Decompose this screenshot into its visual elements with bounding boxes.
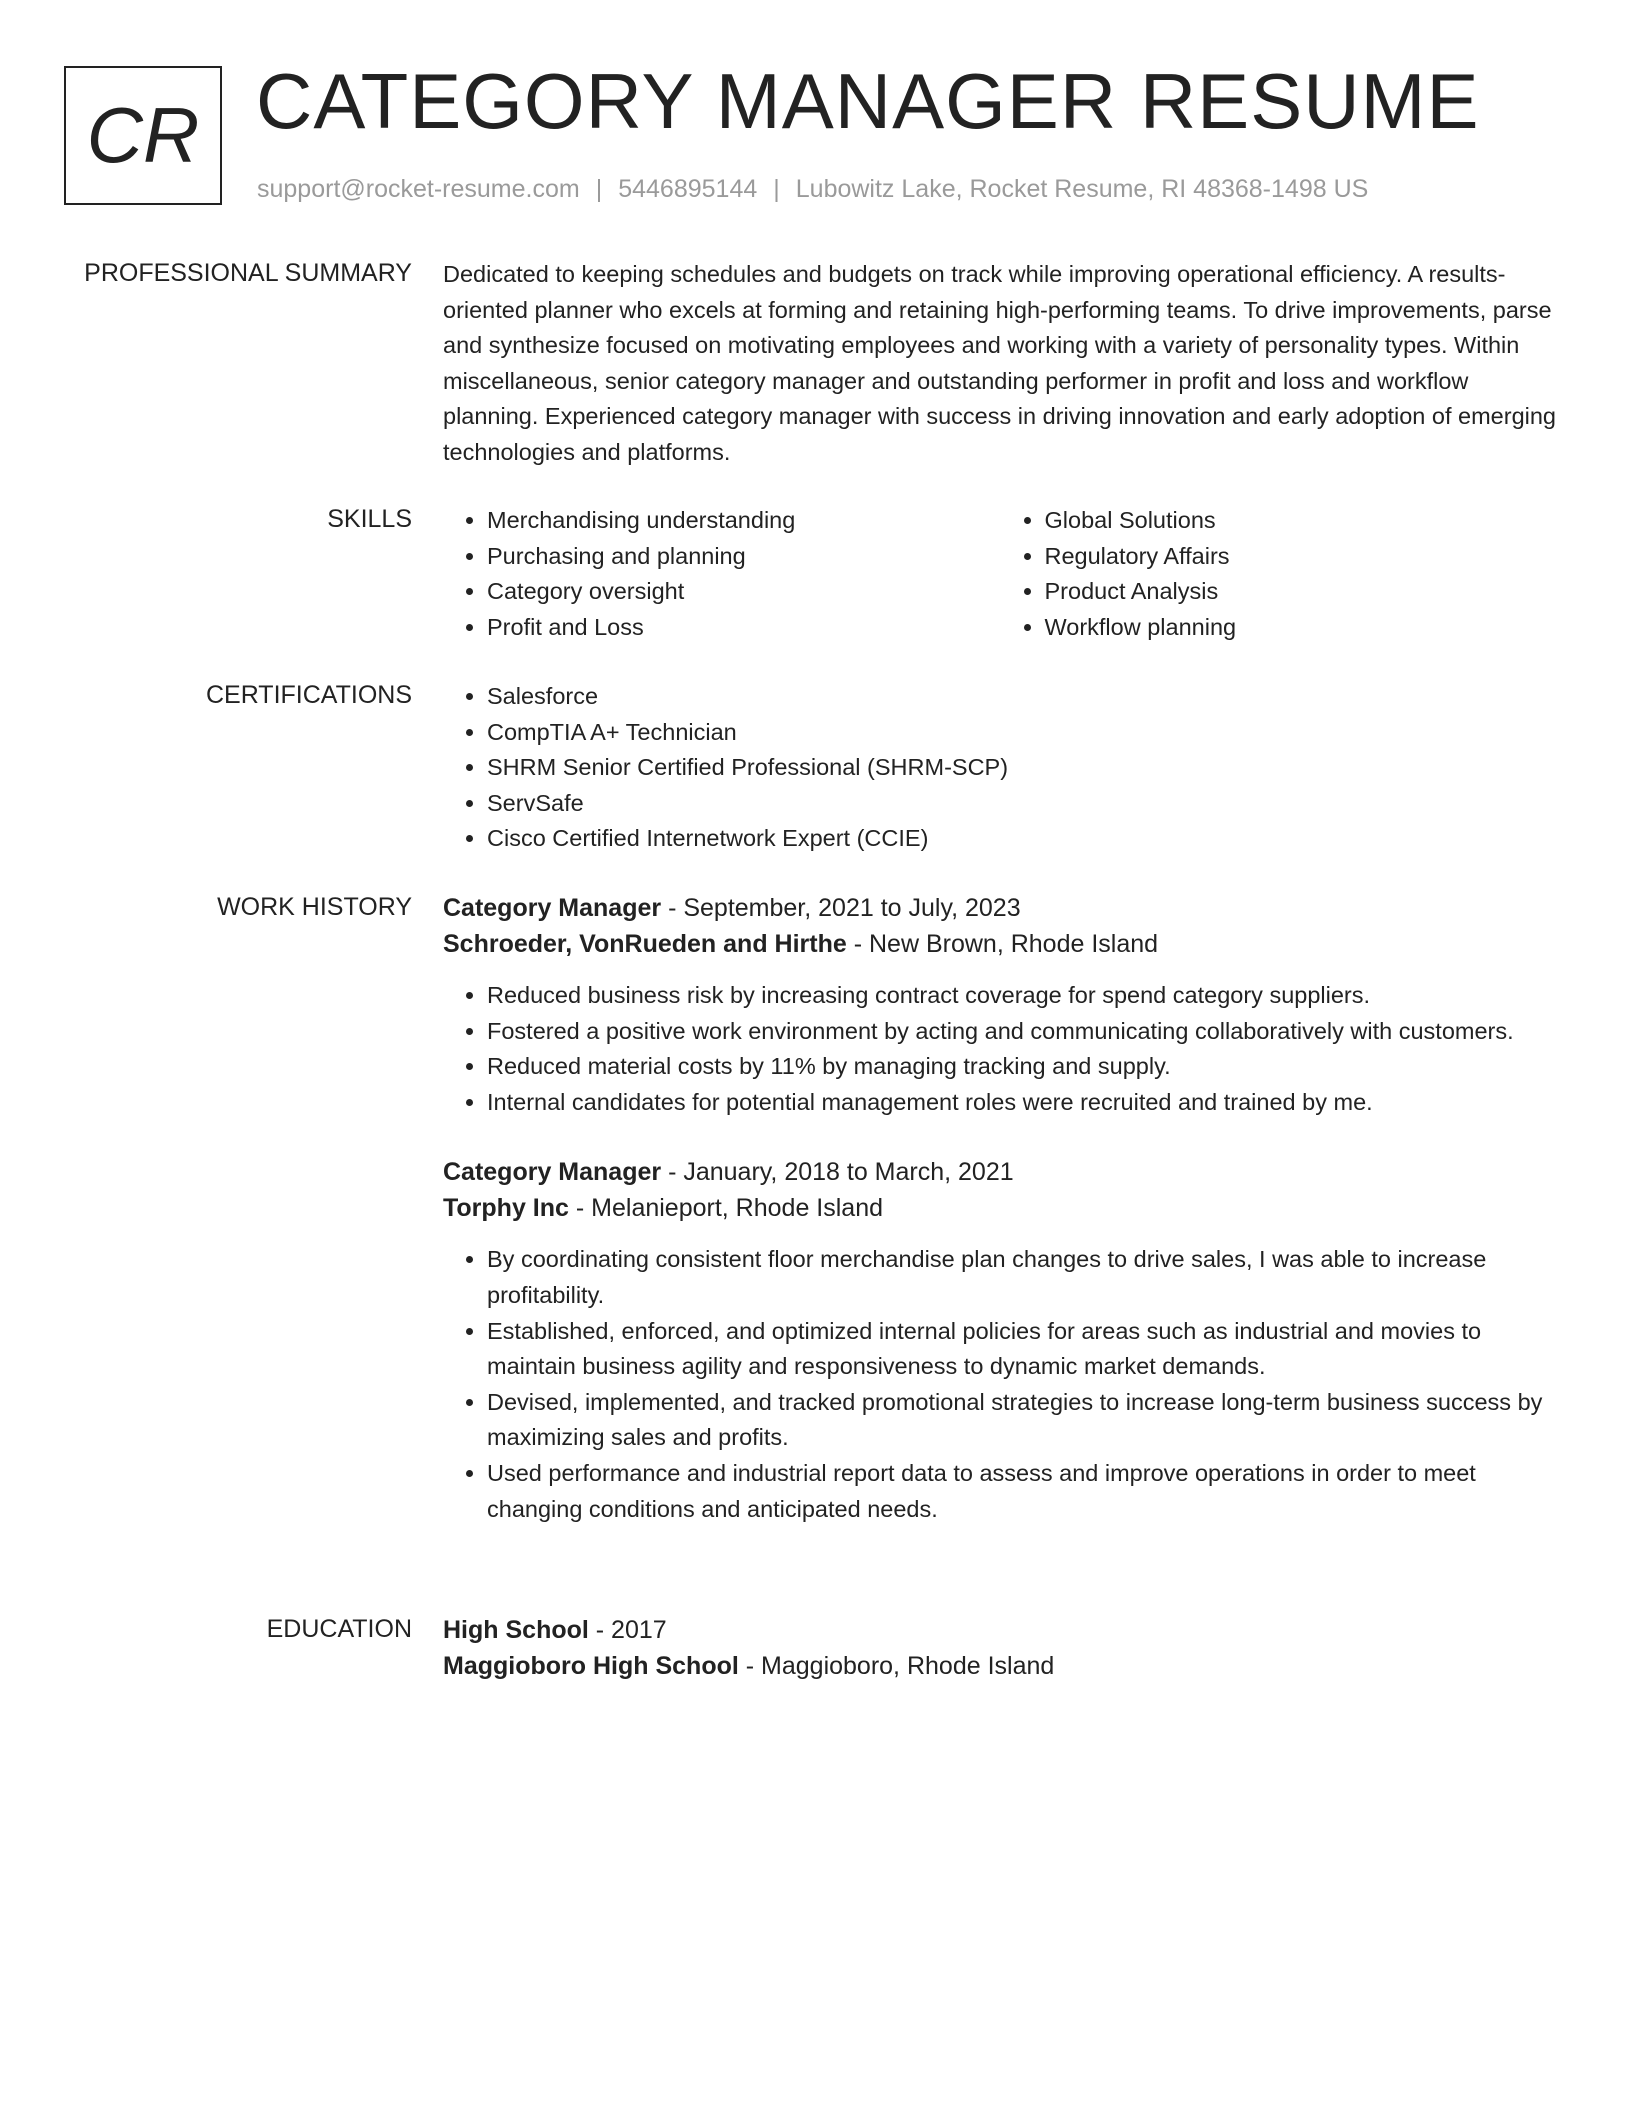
skill-item: • Profit and Loss	[487, 610, 1001, 646]
certification-item: • Salesforce	[487, 679, 1558, 715]
job-entry	[443, 890, 1558, 1120]
contact-separator: |	[773, 175, 780, 203]
education-school: Maggioboro High School	[443, 1652, 739, 1680]
job-bullet: • Reduced material costs by 11% by managing tracking and supply.	[487, 1049, 1558, 1085]
job-bullet: • Established, enforced, and optimized internal policies for areas such as industrial and movies to maintain business agility and responsiveness to dynamic market demands.	[487, 1314, 1558, 1385]
contact-email: support@rocket-resume.com	[257, 175, 580, 203]
certification-item: • CompTIA A+ Technician	[487, 715, 1558, 751]
job-location: - Melanieport, Rhode Island	[568, 1194, 883, 1223]
job-company: Torphy Inc	[443, 1194, 569, 1223]
skills-label: SKILLS	[327, 505, 412, 533]
contact-separator: |	[595, 175, 603, 203]
skill-item: • Global Solutions	[1045, 503, 1559, 539]
certification-item: • Cisco Certified Internetwork Expert (CCIE)	[487, 821, 1558, 857]
summary-label: PROFESSIONAL SUMMARY	[84, 259, 412, 287]
monogram-logo: CR	[64, 66, 222, 205]
job-dates: - September, 2021 to July, 2023	[661, 894, 1021, 922]
certifications-list	[443, 679, 1558, 857]
certifications-label: CERTIFICATIONS	[205, 681, 412, 709]
skills-list-right	[1001, 503, 1559, 645]
skill-item: • Regulatory Affairs	[1045, 539, 1559, 575]
job-bullet: • Internal candidates for potential management roles were recruited and trained by me.	[487, 1085, 1558, 1121]
job-bullet: • By coordinating consistent floor merchandise plan changes to drive sales, I was able to increase profitability.	[487, 1242, 1558, 1313]
contact-line	[257, 173, 1368, 205]
education-degree-line	[443, 1612, 1558, 1648]
job-company-line	[443, 926, 1558, 962]
page-title: CATEGORY MANAGER RESUME	[256, 57, 1480, 145]
job-title: Category Manager	[443, 894, 662, 922]
contact-phone: 5446895144	[618, 175, 758, 203]
summary-text: Dedicated to keeping schedules and budgets on track while improving operational efficiency. A results-oriented planner who excels at forming and retaining high-performing teams. To drive improvements, parse and synthesize focused on motivating employees and working with a variety of personality types. Within miscellaneous, senior category manager and outstanding performer in profit and loss and workflow planning. Experienced category manager with success in driving innovation and early adoption of emerging technologies and platforms.	[443, 261, 1557, 465]
education-label: EDUCATION	[266, 1615, 412, 1643]
education-location: - Maggioboro, Rhode Island	[738, 1652, 1055, 1680]
job-bullet: • Devised, implemented, and tracked promotional strategies to increase long-term business success by maximizing sales and profits.	[487, 1385, 1558, 1456]
contact-address: Lubowitz Lake, Rocket Resume, RI 48368-1498 US	[795, 175, 1369, 203]
skill-item: • Purchasing and planning	[487, 539, 1001, 575]
job-title: Category Manager	[443, 1158, 662, 1187]
skill-item: • Category oversight	[487, 574, 1001, 610]
education-school-line	[443, 1648, 1558, 1684]
skill-item: • Product Analysis	[1045, 574, 1559, 610]
job-dates: - January, 2018 to March, 2021	[661, 1158, 1014, 1187]
skills-list-left	[443, 503, 1001, 645]
work-history-label: WORK HISTORY	[217, 893, 412, 921]
job-title-line	[443, 890, 1558, 926]
education-year: - 2017	[588, 1616, 667, 1644]
certification-item: • SHRM Senior Certified Professional (SHRM-SCP)	[487, 750, 1558, 786]
job-company-line	[443, 1190, 1558, 1226]
job-bullet: • Reduced business risk by increasing contract coverage for spend category suppliers.	[487, 978, 1558, 1014]
education-degree: High School	[443, 1616, 589, 1644]
skill-item: • Workflow planning	[1045, 610, 1559, 646]
job-title-line	[443, 1154, 1558, 1190]
job-bullet: • Fostered a positive work environment by acting and communicating collaboratively with customers.	[487, 1014, 1558, 1050]
job-bullets	[443, 1242, 1558, 1527]
job-company: Schroeder, VonRueden and Hirthe	[443, 930, 847, 958]
job-entry	[443, 1154, 1558, 1527]
job-location: - New Brown, Rhode Island	[846, 930, 1159, 958]
job-bullet: • Used performance and industrial report data to assess and improve operations in order to meet changing conditions and anticipated needs.	[487, 1456, 1558, 1527]
skill-item: • Merchandising understanding	[487, 503, 1001, 539]
certification-item: • ServSafe	[487, 786, 1558, 822]
job-bullets	[443, 978, 1558, 1120]
